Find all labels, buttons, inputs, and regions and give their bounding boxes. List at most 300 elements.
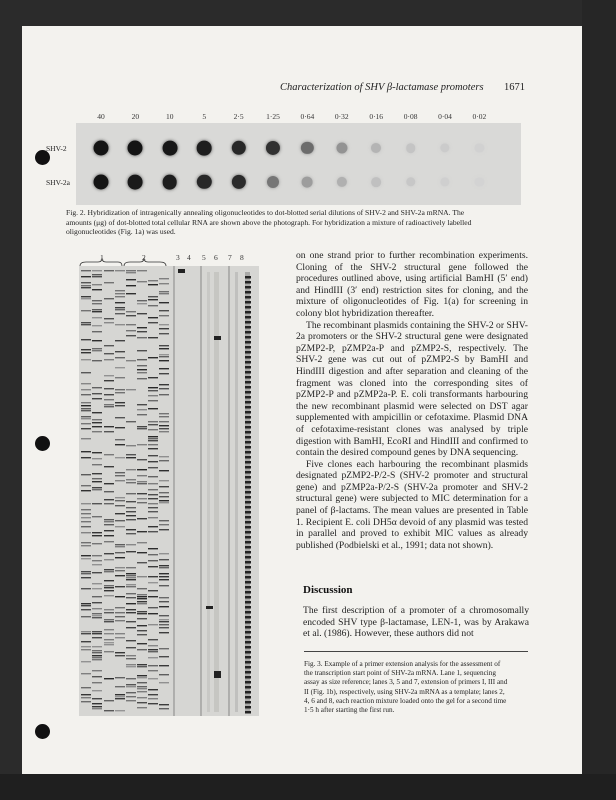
gel-band [148, 639, 158, 640]
gel-band [81, 526, 91, 527]
gel-band [159, 470, 169, 471]
gel-band [92, 608, 102, 609]
gel-band [159, 293, 169, 294]
gel-band [126, 603, 136, 604]
gel-band [115, 586, 125, 587]
gel-band [92, 676, 102, 677]
gel-band [159, 345, 169, 346]
row-label-shv2: SHV-2 [46, 144, 67, 153]
gel-band [92, 478, 102, 479]
gel-band [92, 652, 102, 653]
gel-band [245, 656, 251, 659]
concentration-label: 0·32 [334, 112, 349, 121]
gel-band [104, 380, 114, 381]
gel-band [245, 711, 251, 714]
gel-band [245, 616, 251, 619]
gel-band [245, 706, 251, 709]
gel-band [92, 583, 102, 584]
gel-band [81, 605, 91, 606]
gel-band [81, 310, 91, 311]
gel-band [81, 661, 91, 662]
gel-band [137, 409, 147, 410]
gel-band [92, 698, 102, 699]
gel-band [115, 557, 125, 558]
gel-band [92, 708, 102, 709]
lane-label: 5 [202, 253, 206, 262]
gel-band [137, 498, 147, 499]
gel-band [245, 636, 251, 639]
gel-band [126, 567, 136, 568]
gel-band [126, 515, 136, 516]
gel-band [81, 490, 91, 491]
gel-band [159, 421, 169, 422]
gel-band [159, 579, 169, 580]
gel-band [137, 414, 147, 415]
gel-band [92, 464, 102, 465]
gel-band [92, 426, 102, 427]
gel-band [159, 333, 169, 334]
gel-band [148, 467, 158, 468]
gel-band [126, 511, 136, 512]
gel-band [81, 339, 91, 340]
gel-band [137, 686, 147, 687]
gel-band [81, 649, 91, 650]
gel-band [81, 394, 91, 395]
gel-band [159, 315, 169, 316]
gel-band [104, 571, 114, 572]
gel-band [159, 460, 169, 461]
gel-band [81, 285, 91, 286]
gel-band [148, 670, 158, 671]
gel-band [81, 513, 91, 514]
gel-band [137, 594, 147, 595]
gel-band [92, 560, 102, 561]
gel-band [148, 390, 158, 391]
gel-band [104, 619, 114, 620]
gel-band [92, 274, 102, 275]
gel-band [104, 499, 114, 500]
gel-band [245, 696, 251, 699]
gel-band [137, 300, 147, 301]
gel-band [137, 483, 147, 484]
gel-band [81, 372, 91, 373]
gel-band [159, 524, 169, 525]
gel-band [104, 521, 114, 522]
gel-band [115, 505, 125, 506]
gel-band [92, 503, 102, 504]
gel-band [126, 551, 136, 552]
gel-band [137, 475, 147, 476]
gel-band [81, 646, 91, 647]
gel-band [137, 688, 147, 689]
gel-band [115, 457, 125, 458]
gel-band [148, 511, 158, 512]
gel-band [92, 646, 102, 647]
gel-band [92, 284, 102, 285]
gel-band [245, 301, 251, 304]
gel-band [245, 321, 251, 324]
gel-band [148, 590, 158, 591]
gel-band [115, 497, 125, 498]
gel-band [104, 587, 114, 588]
gel-band [104, 535, 114, 536]
gel-band [137, 281, 147, 282]
gel-band [245, 481, 251, 484]
gel-band [245, 686, 251, 689]
gel-band [81, 270, 91, 271]
gel-band [92, 617, 102, 618]
gel-band [92, 615, 102, 616]
gel-band [245, 666, 251, 669]
gel-band [137, 611, 147, 612]
paragraph: Five clones each harbouring the recombinant plasmids designated pZMP2-P/2-S (SHV-2 promoter and structural gene) and pZMP2a-P/2-S (SHV-2a promoter and SHV-2 structural gene) were subjected to MIC determination for a panel of β-lactams. The mean values are presented in Table 1. Recipient E. coli DH5α devoid of any plasmid was tested in parallel and proved to exhibit MIC values as already published (Podbielski et al., 1991; data not shown). [296, 458, 528, 551]
gel-band [214, 336, 221, 340]
gel-band [81, 509, 91, 510]
gel-band [104, 270, 114, 271]
gel-band [245, 346, 251, 349]
caption-line: 1·5 h after starting the first run. [304, 706, 395, 715]
gel-band [245, 566, 251, 569]
gel-band [126, 640, 136, 641]
gel-band [148, 357, 158, 358]
gel-band [81, 577, 91, 578]
gel-band [148, 526, 158, 527]
gel-band [137, 576, 147, 577]
gel-band [126, 279, 136, 280]
gel-band [126, 575, 136, 576]
caption-line: 4, 6 and 8, each reaction mixture loaded onto the gel for a second time [304, 696, 507, 705]
gel-band [159, 573, 169, 574]
gel-band [148, 280, 158, 281]
gel-band [92, 458, 102, 459]
gel-band [245, 326, 251, 329]
gel-band [159, 302, 169, 303]
gel-band [159, 283, 169, 284]
gel-band [104, 678, 114, 679]
gel-band [81, 324, 91, 325]
gel-band [92, 535, 102, 536]
gel-band [92, 350, 102, 351]
gel-band [126, 586, 136, 587]
gel-band [115, 520, 125, 521]
gel-band [115, 616, 125, 617]
gel-band [104, 394, 114, 395]
gel-band [126, 666, 136, 667]
gel-band [104, 519, 114, 520]
gel-band [126, 479, 136, 480]
gel-band [126, 501, 136, 502]
gel-band [159, 348, 169, 349]
gel-band [159, 627, 169, 628]
gel-band [126, 270, 136, 271]
gel-band [245, 626, 251, 629]
gel-band [126, 519, 136, 520]
gel-band [115, 607, 125, 608]
gel-band [148, 322, 158, 323]
gel-band [148, 461, 158, 462]
gel-band [104, 406, 114, 407]
gel-band [81, 298, 91, 299]
gel-band [115, 340, 125, 341]
gel-band [137, 707, 147, 708]
gel-band [137, 337, 147, 338]
gel-band [148, 576, 158, 577]
gel-band [104, 633, 114, 634]
gel-band [92, 532, 102, 533]
gel-band [137, 469, 147, 470]
gel-band [115, 270, 125, 271]
gel-band [126, 686, 136, 687]
gel-band [115, 444, 125, 445]
gel-band [115, 357, 125, 358]
gel-band [126, 315, 136, 316]
gel-band [81, 631, 91, 632]
gel-band [126, 335, 136, 336]
gel-band [245, 541, 251, 544]
gel-band [81, 673, 91, 674]
gel-band [159, 496, 169, 497]
running-title: Characterization of SHV β-lactamase promoters [280, 82, 484, 93]
gel-band [137, 634, 147, 635]
gel-band [148, 507, 158, 508]
gel-band [92, 393, 102, 394]
gel-band [159, 576, 169, 577]
gel-band [245, 316, 251, 319]
row-label-shv2a: SHV-2a [46, 178, 70, 187]
gel-band [137, 649, 147, 650]
gel-band [81, 428, 91, 429]
gel-band [245, 446, 251, 449]
gel-band [92, 670, 102, 671]
gel-band [148, 444, 158, 445]
gel-band [115, 480, 125, 481]
gel-band [81, 408, 91, 409]
gel-band [115, 570, 125, 571]
gel-band [115, 500, 125, 501]
gel-band [92, 631, 102, 632]
gel-band [126, 285, 136, 286]
gel-band [245, 276, 251, 279]
gel-band [126, 469, 136, 470]
gel-band [159, 354, 169, 355]
gel-band [148, 483, 158, 484]
gel-band [245, 331, 251, 334]
gel-band [159, 704, 169, 705]
gel-band [148, 421, 158, 422]
gel-band [159, 388, 169, 389]
gel-band [159, 310, 169, 311]
gel-band [148, 387, 158, 388]
gel-band [92, 602, 102, 603]
gel-band [81, 641, 91, 642]
gel-band [159, 648, 169, 649]
gel-band [245, 701, 251, 704]
gel-band [245, 291, 251, 294]
gel-band [81, 573, 91, 574]
caption-line: amounts (μg) of dot-blotted total cellular RNA are shown above the photograph. For hybridization a mixture of radioactively labelled [66, 217, 472, 227]
gel-band [104, 639, 114, 640]
gel-band [245, 456, 251, 459]
gel-band [245, 591, 251, 594]
gel-band [137, 313, 147, 314]
gel-band [126, 593, 136, 594]
gel-band [137, 502, 147, 503]
gel-band [126, 457, 136, 458]
gel-band [245, 466, 251, 469]
gel-band [148, 689, 158, 690]
gel-band [126, 507, 136, 508]
gel-band [137, 542, 147, 543]
caption-line: oligonucleotides (Fig. 1a) was used. [66, 227, 176, 237]
gel-band [92, 682, 102, 683]
gel-band [92, 270, 102, 271]
gel-band [159, 413, 169, 414]
gel-band [81, 571, 91, 572]
gel-band [81, 359, 91, 360]
gel-band [81, 383, 91, 384]
gel-band [81, 418, 91, 419]
gel-band [115, 324, 125, 325]
gel-band [159, 373, 169, 374]
gel-band [137, 331, 147, 332]
gel-band [92, 276, 102, 277]
gel-band [92, 564, 102, 565]
gel-band [81, 697, 91, 698]
gel-band [92, 481, 102, 482]
paragraph: The recombinant plasmids containing the SHV-2 or SHV-2a promoters or the SHV-2 structural gene were designated pZMP2-P, pZMP2a-P and pZMP2-S, respectively. The SHV-2 gene was cut out of pZMP2-S by BamHI and HindIII digestion and after separation and cleaning of the fragment was cloned into the corresponding sites of pZMP2-P and pZMP2a-P. E. coli transformants harbouring the new recombinant plasmid were selected on DST agar supplemented with ampicillin or cefotaxime. Plasmid DNA of cefotaxime-resistant clones was analysed by triple digestion with BamHI, EcoRI and HindIII and confirmed to contain the desired compound genes by DNA sequencing. [296, 319, 528, 459]
gel-band [245, 421, 251, 424]
gel-band [148, 299, 158, 300]
gel-band [126, 360, 136, 361]
concentration-label: 0·02 [472, 112, 487, 121]
gel-band [148, 649, 158, 650]
gel-band [115, 405, 125, 406]
gel-band [159, 291, 169, 292]
gel-band [206, 606, 213, 609]
gel-band [126, 684, 136, 685]
gel-band [148, 582, 158, 583]
gel-band [159, 567, 169, 568]
gel-band [137, 378, 147, 379]
gel-band [126, 454, 136, 455]
gel-band [148, 400, 158, 401]
lane-label: 6 [214, 253, 218, 262]
gel-band [104, 503, 114, 504]
gel-band [245, 371, 251, 374]
gel-band [245, 476, 251, 479]
gel-band [245, 596, 251, 599]
gel-band [92, 572, 102, 573]
gel-band [104, 585, 114, 586]
gel-band [159, 606, 169, 607]
gel-band [137, 270, 147, 271]
gel-band [159, 416, 169, 417]
gel-band [245, 471, 251, 474]
gel-band [148, 440, 158, 441]
gel-band [81, 296, 91, 297]
gel-band [159, 500, 169, 501]
gel-band [92, 340, 102, 341]
gel-band [81, 616, 91, 617]
gel-band [81, 457, 91, 458]
gel-band [159, 486, 169, 487]
gel-band [115, 698, 125, 699]
gel-band [148, 424, 158, 425]
gel-band [115, 694, 125, 695]
gel-band [214, 671, 221, 678]
gel-band [115, 633, 125, 634]
gel-band [92, 703, 102, 704]
gel-band [245, 351, 251, 354]
gel-band [148, 651, 158, 652]
gel-band [126, 324, 136, 325]
gel-band [245, 411, 251, 414]
gel-band [148, 284, 158, 285]
gel-band [92, 317, 102, 318]
gel-band [81, 451, 91, 452]
gel-band [245, 391, 251, 394]
lane-label: 7 [228, 253, 232, 262]
gel-band [115, 309, 125, 310]
lane-group-label: 1 [100, 253, 104, 262]
gel-band [159, 368, 169, 369]
discussion-heading: Discussion [303, 584, 353, 596]
gel-band [81, 474, 91, 475]
gel-band [126, 573, 136, 574]
gel-band [81, 687, 91, 688]
gel-band [92, 613, 102, 614]
gel-band [148, 694, 158, 695]
gel-band [115, 620, 125, 621]
gel-band [92, 706, 102, 707]
gel-band [115, 427, 125, 428]
caption-line: Fig. 2. Hybridization of intragenically annealing oligonucleotides to dot-blotted serial dilutions of SHV-2 and SHV-2a mRNA. The [66, 208, 465, 217]
gel-band [115, 296, 125, 297]
gel-band [104, 559, 114, 560]
gel-band [245, 536, 251, 539]
gel-band [81, 521, 91, 522]
gel-band [115, 710, 125, 711]
gel-band [159, 624, 169, 625]
gel-band [245, 366, 251, 369]
gel-band [137, 444, 147, 445]
gel-band [245, 681, 251, 684]
gel-band [245, 611, 251, 614]
gel-band [137, 697, 147, 698]
gel-band [115, 655, 125, 656]
gel-band [137, 350, 147, 351]
gel-band [115, 526, 125, 527]
gel-band [81, 438, 91, 439]
gel-band [115, 351, 125, 352]
gel-band [148, 531, 158, 532]
gel-band [126, 293, 136, 294]
gel-band [92, 452, 102, 453]
gel-band [245, 516, 251, 519]
gel-band [115, 293, 125, 294]
lane-label: 4 [187, 253, 191, 262]
gel-band [115, 392, 125, 393]
gel-band [148, 429, 158, 430]
gel-band [81, 402, 91, 403]
gel-band [245, 441, 251, 444]
gel-band [159, 502, 169, 503]
gel-band [159, 431, 169, 432]
gel-band [245, 546, 251, 549]
gel-band [245, 396, 251, 399]
gel-band [159, 585, 169, 586]
gel-band [245, 581, 251, 584]
